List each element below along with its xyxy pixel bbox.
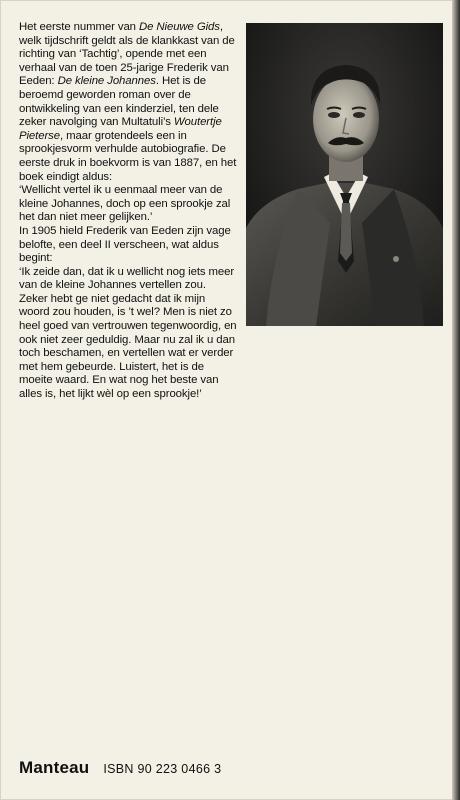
- author-portrait-photo: [246, 23, 443, 326]
- blurb-sequel-paragraph: In 1905 hield Frederik van Eeden zijn vage belofte, een deel II verscheen, wat aldus begint:: [19, 224, 231, 265]
- magazine-title: De Nieuwe Gids: [138, 21, 220, 33]
- blurb-intro-paragraph: [19, 21, 237, 184]
- intro-text-4: , maar grotendeels een in sprookjesvorm verhulde autobiografie. De eerste druk in boekvorm is van 1887, en het boek eindigt aldus:: [19, 129, 237, 183]
- portrait-illustration: [246, 23, 443, 326]
- intro-text-2: , welk tijdschrift geldt als de klankkast van de richting van ‘Tachtig’, opende met een verhaal van de toen 25-jarige Frederik van Eeden:: [19, 21, 235, 88]
- publisher-logo: Manteau: [19, 758, 90, 777]
- closing-quote-part-1: ‘Wellicht vertel ik u eenmaal meer van de kleine Johannes, doch op een sprookje zal het dan niet meer gelijken.’: [19, 184, 231, 224]
- isbn-number: ISBN 90 223 0466 3: [103, 762, 222, 776]
- intro-text-3: . Het is de beroemd geworden roman over de ontwikkeling van een kinderziel, ten dele zeker navolging van Multatuli’s: [19, 75, 219, 129]
- novel-title: De kleine Johannes: [57, 75, 156, 88]
- blurb-text: [19, 21, 237, 402]
- intro-text-1: Het eerste nummer van: [19, 21, 139, 33]
- footer: [19, 758, 221, 778]
- multatuli-title: Woutertje Pieterse: [19, 116, 222, 142]
- opening-quote-part-2: ‘Ik zeide dan, dat ik u wellicht nog iets meer van de kleine Johannes vertellen zou. Zeker hebt ge niet gedacht dat ik mijn woord zou houden, is ’t wel? Men is niet zo heel goed van vertrouwen tegenwoordig, en ook niet zeer geduldig. Maar nu zal ik u dan toch beschamen, en vertellen wat er verder met hem gebeurde. Luistert, het is de moeite waard. En wat nog het beste van alles is, het lijkt wèl op een sprookje!’: [19, 265, 237, 401]
